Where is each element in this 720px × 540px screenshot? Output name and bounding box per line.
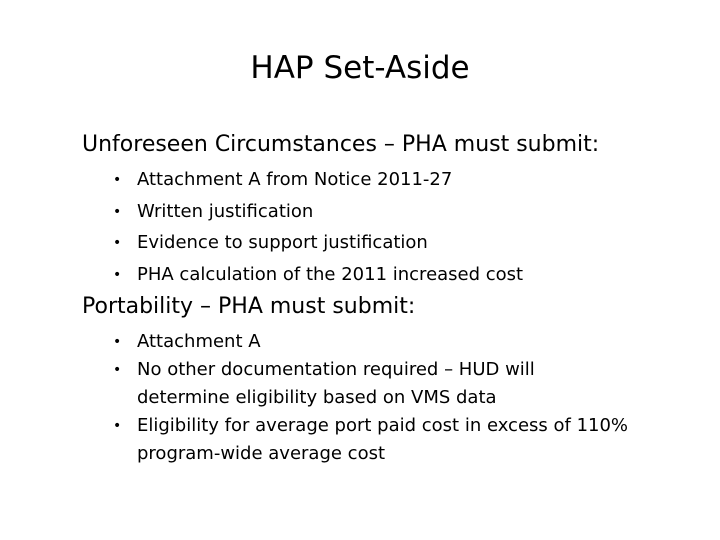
list-item (113, 328, 628, 356)
bullet-text-line-1: No other documentation required – HUD will (137, 359, 535, 380)
bullet-dot-icon: • (113, 266, 122, 283)
list-item (113, 356, 628, 412)
bullet-text-line-1: Eligibility for average port paid cost in excess of 110% (137, 415, 629, 436)
bullet-text: PHA calculation of the 2011 increased cost (137, 263, 524, 285)
bullet-dot-icon: • (113, 418, 122, 434)
bullet-text: Attachment A (137, 331, 261, 352)
bullet-dot-icon: • (113, 235, 122, 251)
list-item (113, 229, 523, 261)
bullet-text: Evidence to support justification (137, 232, 428, 253)
list-item (113, 261, 523, 293)
list-item (113, 198, 523, 230)
list-item (113, 412, 628, 468)
bullet-dot-icon: • (113, 334, 122, 350)
section-heading-unforeseen: Unforeseen Circumstances – PHA must submit: (82, 132, 600, 157)
bullet-text-line-2: program-wide average cost (137, 443, 386, 464)
bullet-text: Attachment A from Notice 2011-27 (137, 169, 453, 190)
bullet-text: Written justification (137, 200, 314, 222)
bullet-dot-icon: • (113, 362, 122, 378)
list-item (113, 166, 523, 198)
bullet-text-line-2: determine eligibility based on VMS data (137, 387, 497, 408)
portability-bullet-list (113, 328, 628, 468)
slide-title: HAP Set-Aside (250, 50, 470, 86)
unforeseen-bullet-list (113, 166, 523, 292)
bullet-dot-icon: • (113, 203, 122, 220)
bullet-dot-icon: • (113, 172, 122, 188)
section-heading-portability: Portability – PHA must submit: (82, 294, 416, 319)
